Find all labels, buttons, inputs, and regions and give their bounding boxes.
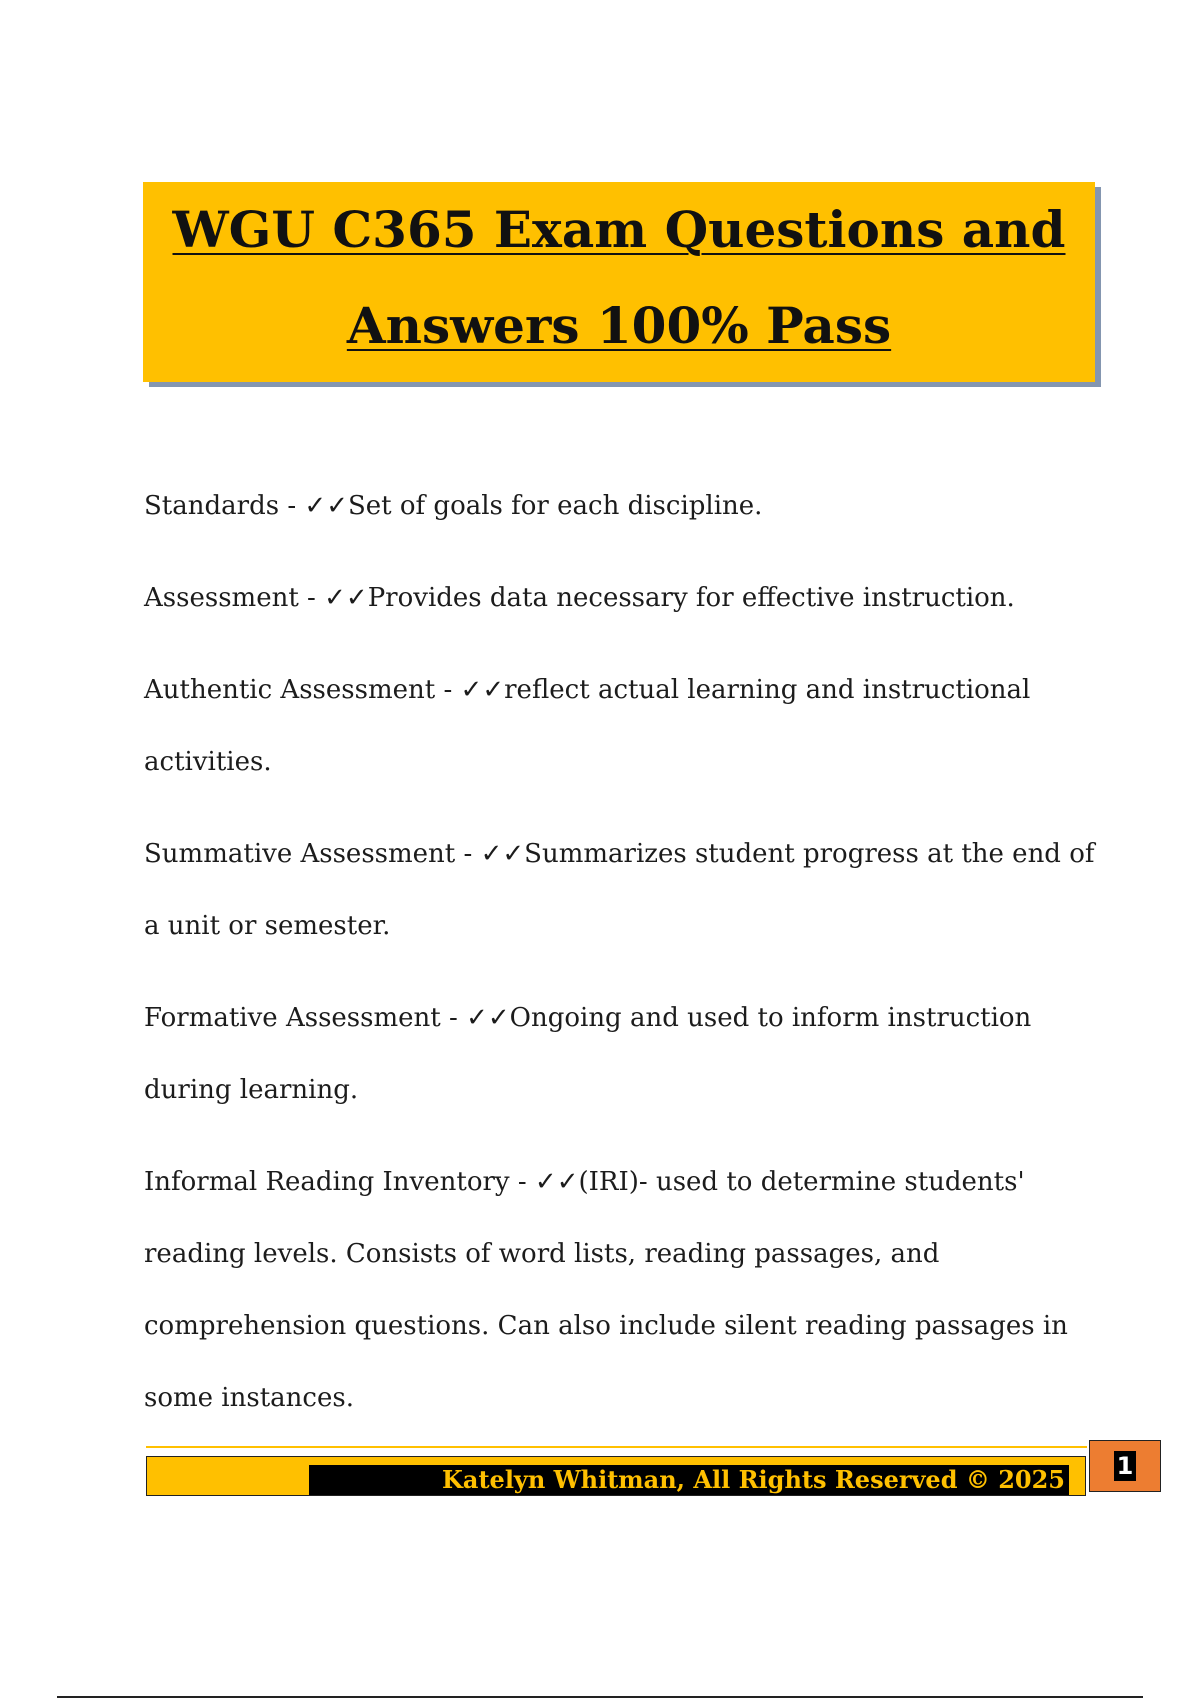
entry-definition: (IRI)- used to determine students' reading levels. Consists of word lists, reading passages, and comprehension questions. Can also include silent reading passages in some instances. — [144, 1167, 1068, 1413]
entry-term: Summative Assessment — [144, 839, 456, 869]
entry-separator: - — [298, 583, 325, 613]
entry-term: Standards — [144, 491, 280, 521]
qa-entry — [144, 654, 1104, 798]
entry-definition: reflect actual learning and instructional activities. — [144, 675, 1031, 777]
entry-separator: - — [440, 1003, 467, 1033]
document-title-line-2: Answers 100% Pass — [346, 296, 892, 355]
footer-divider — [146, 1446, 1087, 1448]
footer-bar — [146, 1456, 1086, 1496]
document-title-line-1: WGU C365 Exam Questions and — [172, 200, 1066, 259]
double-check-icon: ✓✓ — [304, 491, 348, 521]
double-check-icon: ✓✓ — [324, 583, 368, 613]
qa-entry — [144, 818, 1104, 962]
double-check-icon: ✓✓ — [460, 675, 505, 705]
page-bottom-divider — [57, 1696, 1143, 1698]
page-number-box — [1089, 1440, 1161, 1492]
entry-term: Informal Reading Inventory — [144, 1167, 510, 1197]
footer-copyright: Katelyn Whitman, All Rights Reserved © 2025 — [442, 1465, 1065, 1494]
entry-term: Assessment — [144, 583, 299, 613]
double-check-icon: ✓✓ — [466, 1003, 510, 1033]
entry-term: Authentic Assessment — [144, 675, 436, 705]
double-check-icon: ✓✓ — [480, 839, 525, 869]
entry-separator: - — [435, 675, 461, 705]
page-number: 1 — [1114, 1451, 1137, 1481]
qa-entry — [144, 470, 1104, 542]
qa-entry — [144, 982, 1104, 1126]
footer-copyright-band — [309, 1465, 1069, 1495]
entry-definition: Ongoing and used to inform instruction during learning. — [144, 1003, 1032, 1105]
entry-term: Formative Assessment — [144, 1003, 441, 1033]
entry-definition: Provides data necessary for effective instruction. — [367, 583, 1015, 613]
entry-definition: Summarizes student progress at the end of a unit or semester. — [144, 839, 1095, 941]
document-title-banner — [143, 182, 1095, 382]
qa-entry — [144, 562, 1104, 634]
entry-separator: - — [455, 839, 481, 869]
entry-separator: - — [279, 491, 305, 521]
qa-entry — [144, 1146, 1104, 1434]
entry-separator: - — [509, 1167, 535, 1197]
entry-definition: Set of goals for each discipline. — [347, 491, 763, 521]
double-check-icon: ✓✓ — [534, 1167, 579, 1197]
qa-entries — [144, 470, 1104, 1454]
